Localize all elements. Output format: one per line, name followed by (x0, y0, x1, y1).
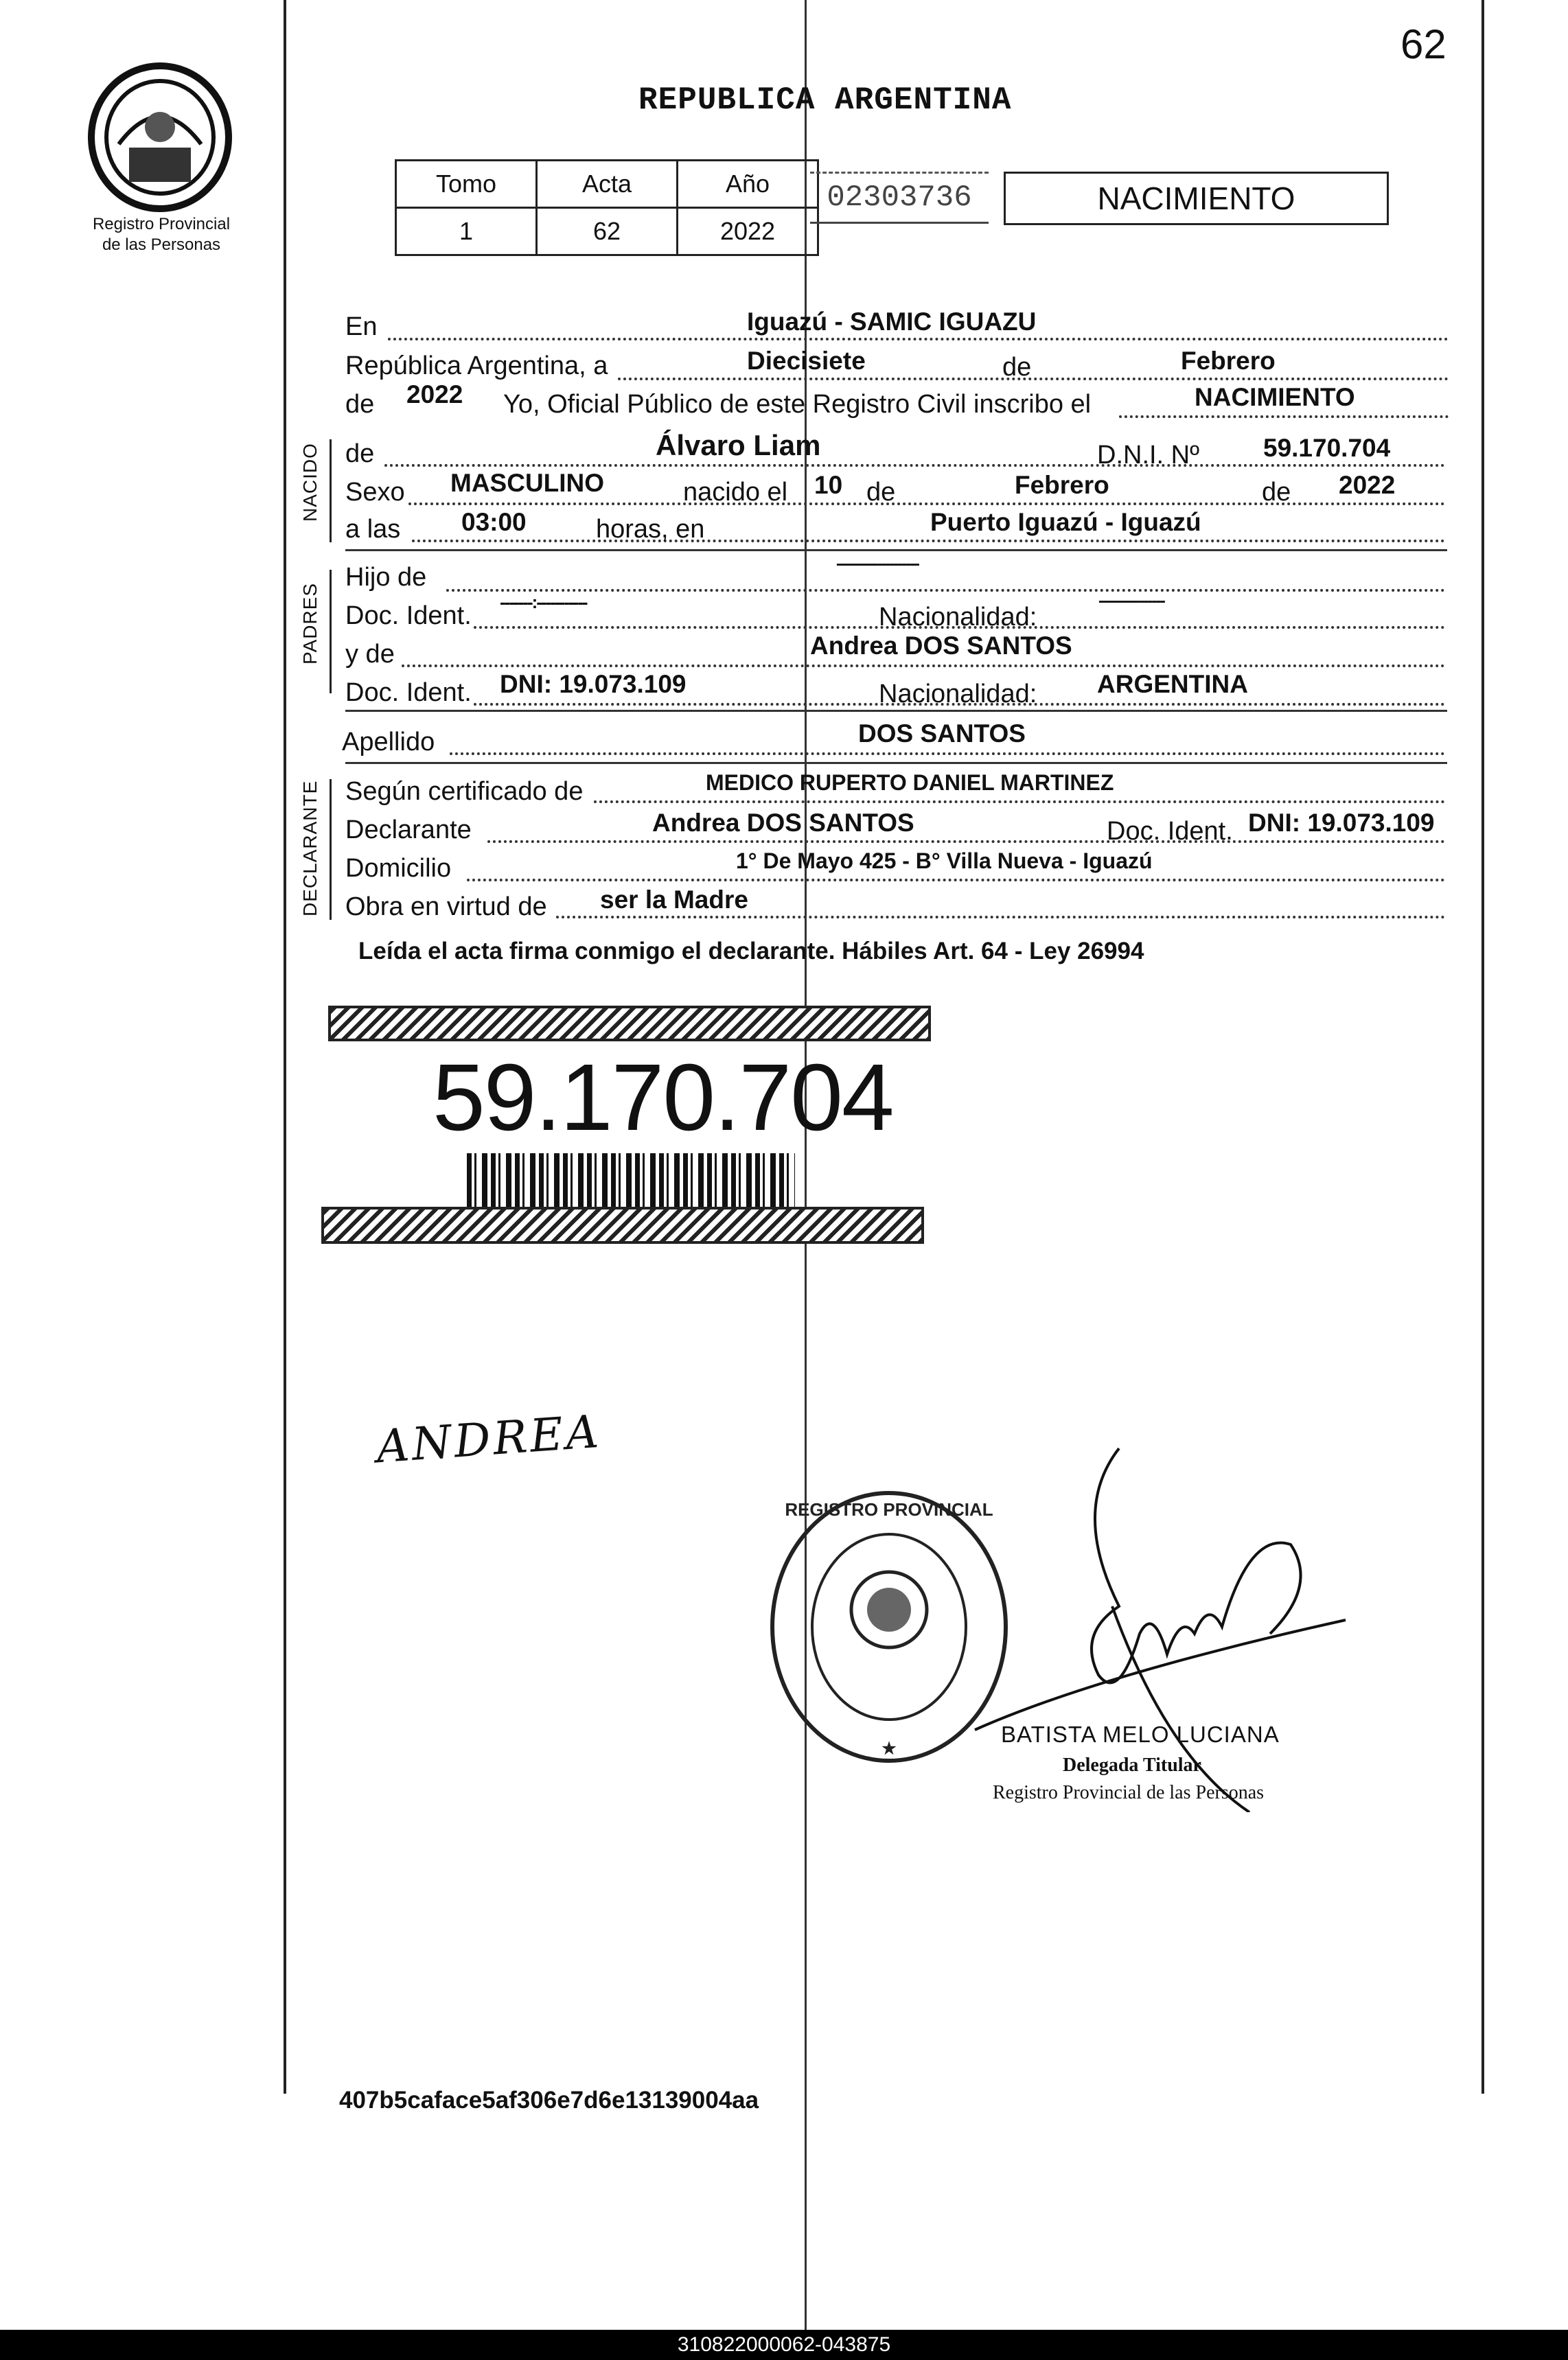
logo-caption-line2: de las Personas (102, 235, 221, 254)
mother-nationality: ARGENTINA (1097, 670, 1248, 698)
de-name-label: de (345, 439, 375, 468)
certificate-label: Según certificado de (345, 777, 584, 806)
country-label: República Argentina, a (345, 351, 608, 380)
dotted-line (467, 879, 1445, 881)
hours-label: horas, en (596, 515, 705, 544)
section-rule (345, 549, 1447, 551)
acta-value: 62 (537, 208, 678, 255)
section-rule (345, 762, 1447, 764)
capacity-value: ser la Madre (600, 886, 748, 914)
birth-time: 03:00 (461, 508, 527, 536)
right-margin-line (1481, 0, 1484, 2094)
registration-year: 2022 (406, 380, 463, 408)
father-doc: -------:----------- (500, 592, 587, 612)
tomo-value: 1 (396, 208, 537, 255)
dotted-line (618, 378, 1449, 380)
de-year-label: de (345, 390, 375, 419)
father-nationality: ---------------- (1098, 592, 1164, 610)
mother-doc: DNI: 19.073.109 (500, 670, 687, 698)
child-dni: 59.170.704 (1263, 434, 1391, 462)
acta-header: Acta (537, 161, 678, 208)
mother-nationality-label: Nacionalidad: (879, 680, 1037, 708)
de-label: de (1002, 353, 1032, 382)
province-seal-logo (81, 62, 239, 213)
declarant-label: Declarante (345, 815, 472, 844)
anio-value: 2022 (678, 208, 818, 255)
page-number: 62 (1400, 21, 1446, 67)
closing-statement: Leída el acta firma conmigo el declarante. Hábiles Art. 64 - Ley 26994 (358, 938, 1144, 964)
barcode-number: 59.170.704 (433, 1045, 893, 1150)
serial-number: 02303736 (810, 172, 989, 224)
dotted-line (1119, 415, 1449, 418)
nacido-bracket (330, 439, 332, 542)
declarant-doc-label: Doc. Ident. (1107, 817, 1233, 846)
at-label: a las (345, 515, 401, 544)
signatory-name: BATISTA MELO LUCIANA (1001, 1722, 1280, 1747)
act-type-box: NACIMIENTO (1004, 172, 1389, 225)
security-pattern-bottom (321, 1207, 924, 1244)
father-doc-label: Doc. Ident. (345, 601, 472, 630)
svg-text:★: ★ (881, 1739, 897, 1758)
y-de-label: y de (345, 640, 395, 669)
registration-month: Febrero (1181, 347, 1276, 375)
declarante-bracket (330, 779, 332, 920)
registration-day: Diecisiete (747, 347, 866, 375)
dotted-line (402, 664, 1445, 667)
padres-bracket (330, 570, 332, 693)
anio-header: Año (678, 161, 818, 208)
dni-label: D.N.I. Nº (1097, 441, 1199, 470)
logo-caption-line1: Registro Provincial (92, 215, 231, 233)
certificate-value: MEDICO RUPERTO DANIEL MARTINEZ (706, 770, 1114, 795)
birth-month: Febrero (1015, 471, 1109, 499)
dotted-line (487, 840, 1445, 843)
tomo-header: Tomo (396, 161, 537, 208)
footer-bar (0, 2330, 1568, 2360)
document-title: REPUBLICA ARGENTINA (638, 82, 1012, 118)
dotted-line (412, 540, 1445, 542)
register-table (395, 159, 819, 256)
official-statement: Yo, Oficial Público de este Registro Civil inscribo el (503, 390, 1092, 419)
surname-label: Apellido (342, 728, 435, 756)
address-label: Domicilio (345, 854, 452, 883)
left-margin-line (284, 0, 286, 2094)
de-birthyear-label: de (1262, 478, 1291, 507)
inscribed-type: NACIMIENTO (1195, 383, 1355, 411)
dotted-line (556, 916, 1445, 918)
birth-place: Puerto Iguazú - Iguazú (930, 508, 1201, 536)
barcode (467, 1153, 795, 1210)
father-nationality-label: Nacionalidad: (879, 603, 1037, 632)
dotted-line (384, 464, 1445, 467)
section-rule (345, 710, 1447, 712)
surname-value: DOS SANTOS (858, 719, 1026, 748)
dotted-line (450, 752, 1445, 755)
declarant-address: 1° De Mayo 425 - B° Villa Nueva - Iguazú (736, 848, 1153, 873)
logo-caption (69, 214, 254, 255)
handwritten-declarant-name: ANDREA (374, 1404, 603, 1474)
mother-doc-label: Doc. Ident. (345, 678, 472, 707)
dotted-line (388, 338, 1449, 340)
birth-year: 2022 (1339, 471, 1396, 499)
child-sex: MASCULINO (450, 469, 605, 497)
document-hash: 407b5caface5af306e7d6e13139004aa (339, 2087, 759, 2114)
child-name: Álvaro Liam (656, 429, 821, 461)
registration-place: Iguazú - SAMIC IGUAZU (747, 308, 1037, 336)
dotted-line (446, 589, 1445, 592)
dotted-line (594, 800, 1445, 803)
capacity-label: Obra en virtud de (345, 892, 547, 921)
declarante-side-label: DECLARANTE (299, 780, 321, 916)
footer-code: 310822000062-043875 (677, 2333, 891, 2356)
birth-day: 10 (814, 471, 843, 499)
signatory-role: Delegada Titular (1063, 1755, 1201, 1776)
hijo-label: Hijo de (345, 563, 427, 592)
sex-label: Sexo (345, 478, 405, 507)
declarant-name: Andrea DOS SANTOS (652, 809, 914, 837)
father-name: -------------------- (836, 555, 919, 573)
svg-text:REGISTRO PROVINCIAL: REGISTRO PROVINCIAL (785, 1499, 993, 1520)
padres-side-label: PADRES (299, 582, 321, 664)
nacido-side-label: NACIDO (299, 443, 321, 522)
en-label: En (345, 312, 378, 341)
de-month-label: de (866, 478, 896, 507)
born-label: nacido el (683, 478, 788, 507)
signatory-org: Registro Provincial de las Personas (993, 1782, 1265, 1803)
mother-name: Andrea DOS SANTOS (810, 632, 1072, 660)
declarant-doc: DNI: 19.073.109 (1248, 809, 1435, 837)
security-pattern-top (328, 1006, 931, 1041)
